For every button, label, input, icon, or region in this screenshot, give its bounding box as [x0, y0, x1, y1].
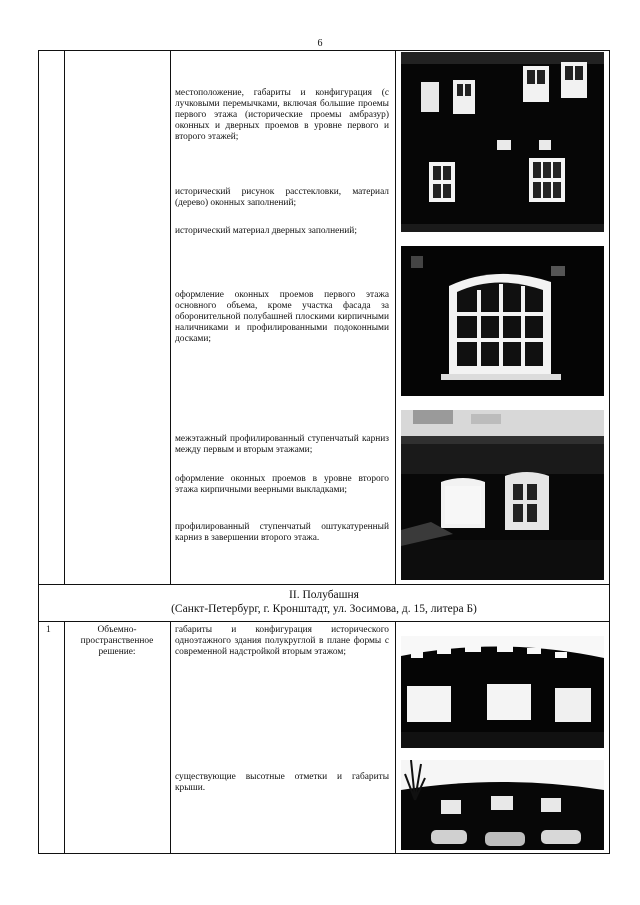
item-top-cornice: профилированный ступенчатый оштукатуренный карниз в завершении второго этажа. [175, 522, 389, 543]
col-divider-1b [64, 621, 65, 853]
col-divider-3b [395, 621, 396, 853]
item-window-openings: местоположение, габариты и конфигурация (с лучковыми перемычками, включая большие проемы первого этажа (исторические проемы амбразур) оконных и дверных проемов в уровне первого и второго этажей; [175, 88, 389, 142]
section-address: (Санкт-Петербург, г. Кронштадт, ул. Зосимова, д. 15, литера Б) [171, 603, 477, 615]
section-title: II. Полубашня [289, 589, 359, 601]
item-second-floor-trim: оформление оконных проемов в уровне второго этажа кирпичными веерными выкладками; [175, 474, 389, 495]
col-divider-2b [170, 621, 171, 853]
photo-facade-windows [401, 52, 604, 232]
col-divider-1 [64, 50, 65, 584]
item-first-floor-trim: оформление оконных проемов первого этажа основного объема, кроме участка фасада за оборонительной полубашней плоскими кирпичными наличниками и профилированными подоконными досками; [175, 290, 389, 344]
item-building-dimensions: габариты и конфигурация исторического одноэтажного здания полукруглой в плане формы с современной надстройкой вторым этажом; [175, 625, 389, 657]
table-border-left [38, 50, 39, 854]
photo-upper-windows [401, 410, 604, 580]
item-interfloor-cornice: межэтажный профилированный ступенчатый карниз между первым и вторым этажами; [175, 434, 389, 455]
row-number: 1 [46, 625, 51, 635]
table-border-top [38, 50, 610, 51]
item-glazing-pattern: исторический рисунок расстекловки, материал (дерево) оконных заполнений; [175, 187, 389, 208]
col-divider-2 [170, 50, 171, 584]
col-divider-3 [395, 50, 396, 584]
photo-half-tower [401, 636, 604, 748]
section-heading [38, 584, 610, 622]
item-roof-heights: существующие высотные отметки и габариты крыши. [175, 772, 389, 793]
photo-roof-street [401, 760, 604, 850]
item-door-material: исторический материал дверных заполнений; [175, 226, 357, 236]
photo-arched-window [401, 246, 604, 396]
table-border-right [609, 50, 610, 854]
page-number: 6 [317, 38, 323, 49]
row-category: Объемно-пространственное решение: [80, 625, 154, 657]
heritage-table [38, 50, 610, 854]
table-border-bottom [38, 853, 610, 854]
